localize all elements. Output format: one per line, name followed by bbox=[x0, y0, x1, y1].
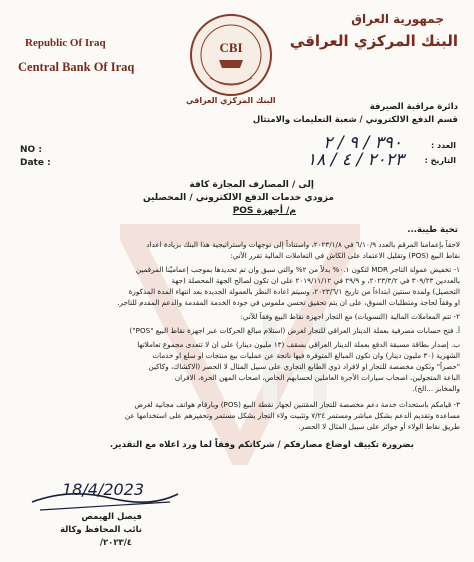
signatory-name: فيصل الهيمص bbox=[81, 512, 142, 522]
body-line: أ. فتح حسابات مصرفية بعملة الدينار العراقي للتجار لغرض (استلام مبالغ الحركات عبر اجهزة نقاط البيع "POS") bbox=[129, 326, 460, 335]
cbi-seal bbox=[188, 12, 274, 98]
seal-monogram: CBI bbox=[219, 40, 243, 55]
letterhead-country-ar: جمهورية العراق bbox=[351, 12, 444, 26]
signature-issue-date: ٢٠٢٣/٤/ bbox=[99, 538, 132, 548]
letterhead-country: Republic Of Iraq bbox=[25, 37, 106, 49]
letterhead-bank-name: Central Bank Of Iraq bbox=[18, 60, 135, 74]
body-line: او وفقاً لحاجة ومتطلبات السوق، على ان يتم تحقيق تحسن ملموس في جودة الخدمة المقدمة والدعم المقدم للتاجر. bbox=[117, 298, 460, 307]
letterhead-bank-name-ar: البنك المركزي العراقي bbox=[289, 32, 458, 50]
body-line: التحصيل) ولمدة سنتين ابتداءاً من تاريخ ٢٠٢٣/٦/١، وسيتم اعادة النظر بالعمولة الجديدة بعد انتهاء المدة المذكورة bbox=[128, 287, 460, 296]
number-label: العدد : bbox=[431, 141, 456, 150]
number-value: ٣٩٠ / ٩ / ٢ bbox=[323, 133, 402, 153]
date-label-ar: التاريخ : bbox=[424, 156, 456, 165]
department-name: دائرة مراقبة الصيرفة bbox=[369, 102, 458, 112]
body-line: طريق نقاط الولاء أو جوائز على سبيل المثال لا الحصر. bbox=[298, 422, 460, 431]
subject-line: م/ أجهزة POS bbox=[232, 206, 296, 216]
date-value: ٢٠٢٣ / ٤ / ١٨ bbox=[306, 150, 404, 170]
seal-arabic-caption: البنك المركزي العراقي bbox=[186, 96, 276, 105]
signature-date: 18/4/2023 bbox=[62, 480, 145, 499]
date-label: Date : bbox=[20, 158, 51, 168]
closing-line: بضرورة تكييف اوضاع مصارفكم / شركاتكم وفقاً لما ورد اعلاه مع التقدير. bbox=[109, 440, 414, 450]
body-line: بالعددين ٣٠٩/٢٣ في ٢٠٢٣/٣/٢، و ٢٩/٩ في ٢٠١٩/١١/١٢ على ان تكون لصالح الجهة المحصلة (جهة bbox=[171, 276, 460, 285]
body-line: نقاط البيع (POS) وتقليل الاعتماد على الكاش في التعاملات المالية تقرر الآتي: bbox=[230, 251, 460, 260]
body-line: ٢- تتم المعاملات المالية (التسويات) مع التجار اجهزة نقاط البيع وفقاً للآتي: bbox=[240, 312, 460, 321]
body-line: "حصراً" وتكون مخصصة للتجار او لافراد ذوي الطابع التجاري على سبيل المثال لا الحصر (الاكشاك، وكاكين bbox=[148, 362, 460, 371]
recipient-line-2: مزودي خدمات الدفع الالكتروني / المحصلين bbox=[142, 193, 334, 203]
body-line: ١- تخفيض عمولة التاجر MDR لتكون ٠.١% بدلاً من ٢% والتي سبق وان تم تحديدها بموجب إعماميّنا المرقمين bbox=[135, 265, 460, 274]
department-section: قسم الدفع الالكتروني / شعبة التعليمات والامتثال bbox=[252, 115, 458, 125]
body-line: مساعدة وتقديم الدعم بشكل مباشر ومستمر ٧/٢٤ وتثبيت ولاء التجار بشكل مستمر وتحفيزهم على استخدامها عن bbox=[124, 411, 460, 420]
recipient-line-1: إلى / المصارف المجازة كافة bbox=[189, 180, 314, 190]
body-line: والمخابز ...الخ). bbox=[412, 384, 460, 393]
no-label: NO : bbox=[20, 145, 42, 155]
body-line: الباعة المتجولين، اصحاب سيارات الأجرة العاملين لحسابهم الخاص، اصحاب المهن الحرة، الافران bbox=[174, 373, 460, 382]
body-line: الشهرية (٣٠ مليون دينار) وان تكون المبالغ المتوفرة فيها ناتجة عن عمليات بيع منتجات او سلع او خدمات bbox=[152, 351, 460, 360]
body-line: لاحقاً بإعمامنا المرقم بالعدد ٦/١٠/٩ في ٢٠٢٣/١/٨، واستناداً إلى توجهات واستراتيجية هذا البنك بزيادة اعداد bbox=[146, 240, 460, 249]
signatory-title: نائب المحافظ وكالة bbox=[59, 525, 142, 535]
body-line: ٣- قيامكم باستحداث خدمة دعم مخصصة للتجار المقتنين لجهاز نقطة البيع (POS) وبارقام هواتف مجانية لغرض bbox=[134, 400, 460, 409]
greeting: تحية طيبة... bbox=[407, 225, 458, 235]
body-line: ب. إصدار بطاقة مسبقة الدفع بعملة الدينار العراقي بسقف (١٣ مليون دينار) على ان لا تتعدى مجموع تعاملاتها bbox=[137, 340, 460, 349]
